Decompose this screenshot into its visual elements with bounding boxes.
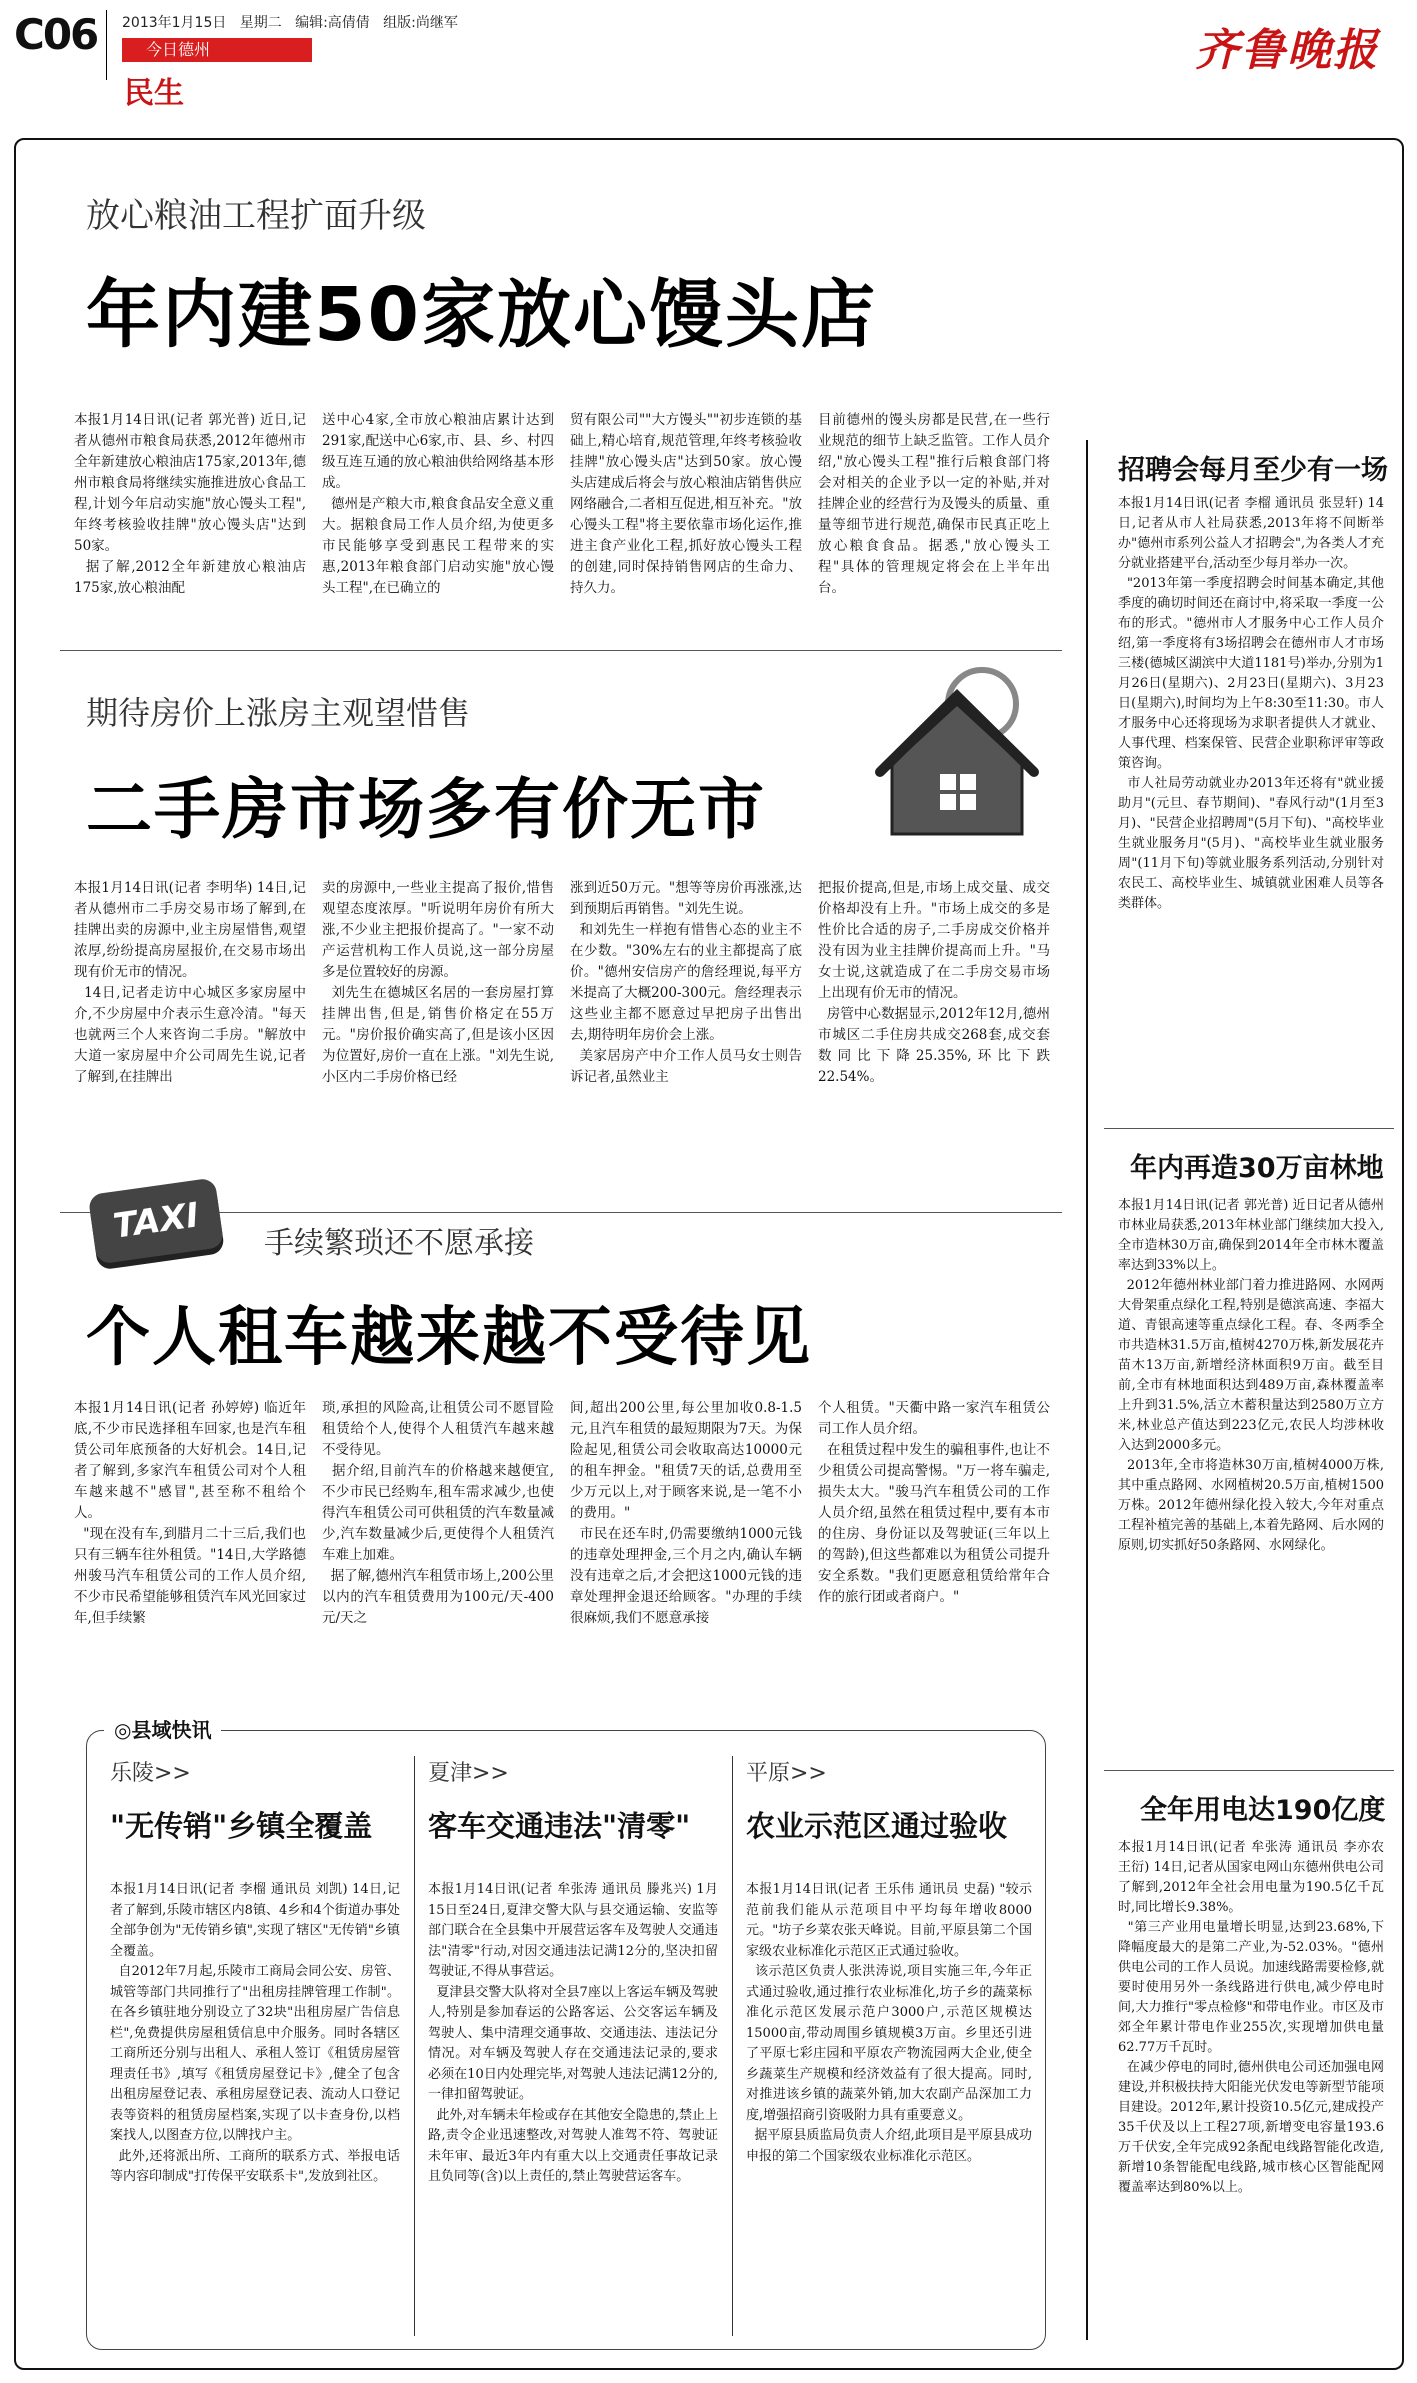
masthead-divider [106, 10, 107, 80]
section-tag [122, 38, 312, 62]
county-divider-2 [732, 1756, 733, 2336]
county3-title: 农业示范区通过验收 [746, 1809, 1008, 1843]
divider-1 [60, 650, 1062, 651]
article2-kicker: 期待房价上涨房主观望惜售 [86, 694, 471, 732]
county2-title: 客车交通违法"清零" [428, 1809, 691, 1843]
county1-city: 乐陵>> [110, 1761, 191, 1786]
side3-text: 本报1月14日讯(记者 牟张涛 通讯员 李亦农 王衍) 14日,记者从国家电网山东德州供电公司了解到,2012年全社会用电量为190.5亿千瓦时,同比增长9.38%。 "第三产业用电量增长明显,达到23.68%,下降幅度最大的是第二产业,为-52.03%。"德州供电公司的工作人员说。加速线路需要检修,就要时使用另外一条线路进行供电,减少停电时间,大力推行"零点检修"和带电作业。市区及市郊全年累计带电作业255次,实现增加供电量62.77万千瓦时。 在减少停电的同时,德州供电公司还加强电网建设,并积极扶持大阳能光伏发电等新型节能项目建设。2012年,累计投资10.5亿元,建成投产35千伏及以上工程27项,新增变电容量193.6万千伏安,全年完成92条配电线路智能化改造,新增10条智能配电线路,城市核心区智能配网覆盖率达到80%以上。 [1118, 1840, 1385, 2195]
article1-kicker: 放心粮油工程扩面升级 [86, 196, 426, 236]
article1-col3: 贸有限公司""大方馒头""初步连锁的基础上,精心培育,规范管理,年终考核验收挂牌"放心馒头店"达到50家。放心馒头店建成后将会与放心粮油店销售供应网络融合,二者相互促进,相互补充。"放心馒头工程"将主要依靠市场化运作,推进主食产业化工程,抓好放心馒头工程的创建,同时保持销售网店的生命力、持久力。 [570, 412, 802, 596]
house-tag-icon [862, 664, 1052, 844]
county3-city: 平原>> [746, 1761, 827, 1786]
page-number: C06 [14, 10, 98, 59]
article2-headline: 二手房市场多有价无市 [86, 771, 766, 848]
side2-title: 年内再造30万亩林地 [1130, 1153, 1384, 1184]
side1-title: 招聘会每月至少有一场 [1118, 455, 1388, 486]
side-divider-1 [1104, 1128, 1394, 1129]
article3-col4: 个人租赁。"天衢中路一家汽车租赁公司工作人员介绍。 在租赁过程中发生的骗租事件,也让不少租赁公司提高警惕。"万一将车骗走,损失太大。"骏马汽车租赁公司的工作人员介绍,虽然在租赁过程中,要有本市的住房、身份证以及驾驶证(三年以上的驾龄),但这些都难以为租赁公司提升安全系数。"我们更愿意租赁给常年合作的旅行团或者商户。" [818, 1400, 1050, 1605]
article2-col3: 涨到近50万元。"想等等房价再涨涨,达到预期后再销售。"刘先生说。 和刘先生一样抱有惜售心态的业主不在少数。"30%左右的业主都提高了底价。"德州安信房产的詹经理说,每平方米提高了大概200-300元。詹经理表示这些业主都不愿意过早把房子出售出去,期待明年房价会上涨。 美家居房产中介工作人员马女士则告诉记者,虽然业主 [570, 880, 803, 1085]
side3-title: 全年用电达190亿度 [1140, 1795, 1386, 1826]
masthead-meta [122, 12, 458, 32]
county3-text: 本报1月14日讯(记者 王乐伟 通讯员 史磊) "较示范前我们能从示范项目中平均每年增收8000元。"坊子乡菜农张天峰说。目前,平原县第二个国家级农业标准化示范区正式通过验收。 该示范区负责人张洪涛说,项目实施三年,今年正式通过验收,通过推行农业标准化,坊子乡的蔬菜标准化示范区发展示范户3000户,示范区规模达15000亩,带动周围乡镇规模3万亩。乡里还引进了平原七彩庄园和平原农产物流园两大企业,使全乡蔬菜生产规模和经济效益有了很大提高。同时,对推进该乡镇的蔬菜外销,加大农副产品深加工力度,增强招商引资吸附力具有重要意义。 据平原县质监局负责人介绍,此项目是平原县成功申报的第二个国家级农业标准化示范区。 [746, 1882, 1033, 2164]
article3-kicker: 手续繁琐还不愿承接 [264, 1226, 534, 1261]
sidebar-divider [1086, 440, 1088, 2340]
article2-col2: 卖的房源中,一些业主提高了报价,惜售观望态度浓厚。"听说明年房价有所大涨,不少业主把报价提高了。"一家不动产运营机构工作人员说,这一部分房屋多是位置较好的房源。 刘先生在德城区名居的一套房屋打算挂牌出售,但是,销售价格定在55万元。"房价报价确实高了,但是该小区因为位置好,房价一直在上涨。"刘先生说,小区内二手房价格已经 [322, 880, 555, 1085]
county-news-label [104, 1714, 221, 1743]
article1-col4: 目前德州的馒头房都是民营,在一些行业规范的细节上缺乏监管。工作人员介绍,"放心馒头工程"推行后粮食部门将会对相关的企业予以一定的补贴,并对挂牌企业的经营行为及馒头的质量、重量等细节进行规范,确保市民真正吃上放心粮食食品。据悉,"放心馒头工程"具体的管理规定将会在上半年出台。 [818, 412, 1050, 596]
county-divider-1 [414, 1756, 415, 2336]
article2-col1: 本报1月14日讯(记者 李明华) 14日,记者从德州市二手房交易市场了解到,在挂牌出卖的房源中,业主房屋惜售,观望浓厚,纷纷提高房屋报价,在交易市场出现有价无市的情况。 14日,记者走访中心城区多家房屋中介,不少房屋中介表示生意冷清。"每天也就两三个人来咨询二手房。"解放中大道一家房屋中介公司周先生说,记者了解到,在挂牌出 [74, 880, 306, 1085]
side2-text: 本报1月14日讯(记者 郭光普) 近日记者从德州市林业局获悉,2013年林业部门继续加大投入,全市造林30万亩,确保到2014年全市林木覆盖率达到33%以上。 2012年德州林业部门着力推进路网、水网两大骨架重点绿化工程,特别是德滨高速、李福大道、青银高速等重点绿化工程。春、冬两季全市共造林31.5万亩,植树4270万株,新发展花卉苗木13万亩,新增经济林面积9万亩。截至目前,全市有林地面积达到489万亩,森林覆盖率上升到31.5%,活立木蓄积量达到2580万立方米,林业总产值达到223亿元,农民人均涉林收入达到2000多元。 2013年,全市将造林30万亩,植树4000万株,其中重点路网、水网植树20.5万亩,植树1500万株。2012年德州绿化投入较大,今年对重点工程补植完善的基础上,本着先路网、后水网的原则,切实抓好50条路网、水网绿化。 [1118, 1198, 1385, 1553]
bullet-icon: ◎ [114, 1718, 132, 1742]
side-divider-2 [1104, 1770, 1394, 1771]
side1-text: 本报1月14日讯(记者 李榴 通讯员 张昱轩) 14日,记者从市人社局获悉,2013年将不间断举办"德州市系列公益人才招聘会",为各类人才充分就业搭建平台,活动至少每月举办一次。 "2013年第一季度招聘会时间基本确定,其他季度的确切时间还在商讨中,将采取一季度一公布的形式。"德州市人才服务中心工作人员介绍,第一季度将有3场招聘会在德州市人才市场三楼(德城区湖滨中大道1181号)举办,分别为1月26日(星期六)、2月23日(星期六)、3月23日(星期六),时间均为上午8:30至11:30。市人才服务中心还将现场为求职者提供人才就业、人事代理、档案保管、民营企业职称评审等政策咨询。 市人社局劳动就业办2013年还将有"就业援助月"(元旦、春节期间)、"春风行动"(1月至3月)、"民营企业招聘周"(5月下旬)、"高校毕业生就业服务月"(5月)、"高校毕业生就业服务周"(11月下旬)等就业服务系列活动,分别针对农民工、高校毕业生、城镇就业困难人员等各类群体。 [1118, 496, 1384, 911]
article3-col2: 琐,承担的风险高,让租赁公司不愿冒险租赁给个人,使得个人租赁汽车越来越不受待见。 据介绍,目前汽车的价格越来越便宜,不少市民已经购车,租车需求减少,也使得汽车租赁公司可供租赁的汽车数量减少,汽车数量减少后,更使得个人租赁汽车难上加难。 据了解,德州汽车租赁市场上,200公里以内的汽车租赁费用为100元/天-400元/天之 [322, 1400, 554, 1626]
date: 2013年1月15日 [122, 15, 227, 31]
article3-col1: 本报1月14日讯(记者 孙婷婷) 临近年底,不少市民选择租车回家,也是汽车租赁公司年底预备的大好机会。14日,记者了解到,多家汽车租赁公司对个人租车越来越不"感冒",甚至称不租给个人。 "现在没有车,到腊月二十三后,我们也只有三辆车往外租赁。"14日,大学路德州骏马汽车租赁公司的工作人员介绍,不少市民希望能够租赁汽车风光回家过年,但手续繁 [74, 1400, 306, 1626]
paper-logo: 齐鲁晚报 [1195, 25, 1379, 76]
article1-col2: 送中心4家,全市放心粮油店累计达到291家,配送中心6家,市、县、乡、村四级互连互通的放心粮油供给网络基本形成。 德州是产粮大市,粮食食品安全意义重大。据粮食局工作人员介绍,为使更多市民能够享受到惠民工程带来的实惠,2013年粮食部门启动实施"放心馒头工程",在已确立的 [322, 412, 554, 596]
section-tag-label: 今日德州 [146, 40, 211, 59]
county2-text: 本报1月14日讯(记者 牟张涛 通讯员 滕兆兴) 1月15日至24日,夏津交警大队与县交通运输、安监等部门联合在全县集中开展营运客车及驾驶人交通违法"清零"行动,对因交通违法记满12分的,坚决扣留驾驶证,不得从事营运。 夏津县交警大队将对全县7座以上客运车辆及驾驶人,特别是参加春运的公路客运、公交客运车辆及驾驶人、集中清理交通事故、交通违法、违法记分情况。对车辆及驾驶人存在交通违法记录的,要求必须在10日内处理完毕,对驾驶人违法记满12分的,一律扣留驾驶证。 此外,对车辆未年检或存在其他安全隐患的,禁止上路,责令企业迅速整改,对驾驶人准驾不符、驾驶证未年审、最近3年内有重大以上交通责任事故记录且负同等(含)以上责任的,禁止驾驶营运客车。 [428, 1882, 719, 2184]
article1-col1: 本报1月14日讯(记者 郭光普) 近日,记者从德州市粮食局获悉,2012年德州市全年新建放心粮油店175家,2013年,德州市粮食局将继续实施推进放心食品工程,计划今年启动实施"放心馒头工程",年终考核验收挂牌"放心馒头店"达到50家。 据了解,2012全年新建放心粮油店175家,放心粮油配 [74, 412, 306, 596]
county2-city: 夏津>> [428, 1761, 509, 1786]
article3-col3: 间,超出200公里,每公里加收0.8-1.5元,且汽车租赁的最短期限为7天。为保险起见,租赁公司会收取高达10000元的租车押金。"租赁7天的话,总费用至少万元以上,对于顾客来说,是一笔不小的费用。" 市民在还车时,仍需要缴纳1000元钱的违章处理押金,三个月之内,确认车辆没有违章之后,才会把这1000元钱的违章处理押金退还给顾客。"办理的手续很麻烦,我们不愿意承接 [570, 1400, 802, 1626]
article1-headline: 年内建50家放心馒头店 [86, 272, 877, 358]
article3-headline: 个人租车越来越不受待见 [86, 1301, 812, 1375]
section-name: 民生 [124, 76, 184, 111]
weekday: 星期二 [239, 15, 282, 31]
taxi-sign-label: TAXI [110, 1195, 202, 1247]
county1-text: 本报1月14日讯(记者 李榴 通讯员 刘凯) 14日,记者了解到,乐陵市辖区内8镇、4乡和4个街道办事处全部争创为"无传销乡镇",实现了辖区"无传销"乡镇全覆盖。 自2012年7月起,乐陵市工商局会同公安、房管、城管等部门共同推行了"出租房挂牌管理工作制"。在各乡镇驻地分别设立了32块"出租房屋广告信息栏",免费提供房屋租赁信息中介服务。同时各辖区工商所还分别与出租人、承租人签订《租赁房屋管理责任书》,填写《租赁房屋登记卡》,健全了包含出租房屋登记表、承租房屋登记表、流动人口登记表等资料的租赁房屋档案,实现了以卡查身份,以档案找人,以图查方位,以牌找户主。 此外,还将派出所、工商所的联系方式、举报电话等内容印制成"打传保平安联系卡",发放到社区。 [110, 1882, 400, 2184]
editor: 编辑:高倩倩 [295, 15, 370, 31]
county1-title: "无传销"乡镇全覆盖 [110, 1809, 373, 1843]
layout-editor: 组版:尚继军 [383, 15, 458, 31]
county-news-label-text: 县域快讯 [131, 1718, 212, 1742]
article2-col4: 把报价提高,但是,市场上成交量、成交价格却没有上升。"市场上成交的多是性价比合适的房子,二手房成交价格并没有因为业主挂牌价提高而上升。"马女士说,这就造成了在二手房交易市场上出现有价无市的情况。 房管中心数据显示,2012年12月,德州市城区二手住房共成交268套,成交套数同比下降25.35%,环比下跌22.54%。 [818, 880, 1050, 1085]
